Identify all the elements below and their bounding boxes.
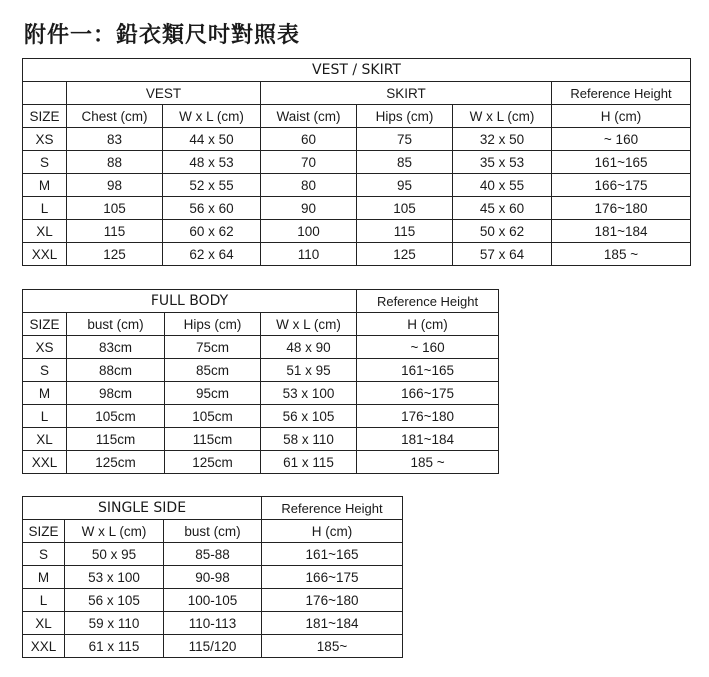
table-cell: 60 x 62 [163,220,261,243]
column-header: W x L (cm) [453,105,552,128]
table-row [23,635,403,658]
table-cell: 85cm [165,359,261,382]
table-cell: 59 x 110 [65,612,164,635]
table-cell: 176~180 [262,589,403,612]
column-header: bust (cm) [164,520,262,543]
table-cell: 56 x 105 [65,589,164,612]
table-row [23,197,691,220]
column-header: H (cm) [262,520,403,543]
table-cell: 125 [67,243,163,266]
column-header: SIZE [23,313,67,336]
group-header-row [23,82,691,105]
table-cell: 125cm [165,451,261,474]
table-cell: 110 [261,243,357,266]
table-cell: 105cm [67,405,165,428]
table-cell: 115 [67,220,163,243]
table-row [23,243,691,266]
table-cell: 181~184 [552,220,691,243]
table-row [23,589,403,612]
size-cell: S [23,359,67,382]
column-header: W x L (cm) [163,105,261,128]
table-cell: 100 [261,220,357,243]
column-header: H (cm) [552,105,691,128]
table-title-row [23,59,691,82]
table-cell: 98 [67,174,163,197]
vest-group-header: VEST [67,82,261,105]
table-cell: 166~175 [552,174,691,197]
size-cell: XXL [23,243,67,266]
table-cell: 80 [261,174,357,197]
table-row [23,543,403,566]
size-cell: L [23,589,65,612]
table-cell: 100-105 [164,589,262,612]
empty-corner-cell [23,82,67,105]
table-cell: 56 x 60 [163,197,261,220]
table-cell: 88cm [67,359,165,382]
column-header: SIZE [23,520,65,543]
table-cell: 61 x 115 [65,635,164,658]
table-cell: 48 x 90 [261,336,357,359]
table-cell: 50 x 95 [65,543,164,566]
size-cell: L [23,197,67,220]
table-row [23,382,499,405]
table-cell: 176~180 [552,197,691,220]
size-cell: XL [23,612,65,635]
single-side-table [22,496,403,658]
table-cell: 57 x 64 [453,243,552,266]
table-row [23,359,499,382]
table-cell: 45 x 60 [453,197,552,220]
vest-skirt-table [22,58,691,266]
column-header: H (cm) [357,313,499,336]
size-cell: M [23,566,65,589]
table-cell: 95cm [165,382,261,405]
table-cell: 161~165 [357,359,499,382]
table-cell: 115 [357,220,453,243]
table-cell: 60 [261,128,357,151]
column-header: bust (cm) [67,313,165,336]
table-row [23,405,499,428]
vest-skirt-title: VEST / SKIRT [23,59,691,82]
table-cell: ~ 160 [552,128,691,151]
table-cell: 105 [357,197,453,220]
table-row [23,612,403,635]
reference-height-header: Reference Height [357,290,499,313]
table-cell: 48 x 53 [163,151,261,174]
table-cell: 115cm [67,428,165,451]
size-cell: L [23,405,67,428]
table-cell: 185 ~ [357,451,499,474]
table-cell: 181~184 [357,428,499,451]
reference-height-header: Reference Height [552,82,691,105]
table-cell: 166~175 [357,382,499,405]
table-row [23,151,691,174]
full-body-table [22,289,499,474]
column-header: SIZE [23,105,67,128]
table-cell: 185 ~ [552,243,691,266]
size-cell: M [23,382,67,405]
table-cell: 110-113 [164,612,262,635]
table-cell: 161~165 [552,151,691,174]
table-cell: 53 x 100 [261,382,357,405]
table-cell: 44 x 50 [163,128,261,151]
column-header: W x L (cm) [261,313,357,336]
column-header: Waist (cm) [261,105,357,128]
table-cell: 95 [357,174,453,197]
group-header-row [23,497,403,520]
size-cell: XL [23,220,67,243]
table-cell: 115/120 [164,635,262,658]
size-cell: S [23,543,65,566]
table-cell: 58 x 110 [261,428,357,451]
page-title: 附件一：鉛衣類尺吋對照表 [24,23,301,48]
table-row [23,128,691,151]
table-cell: 105cm [165,405,261,428]
table-row [23,220,691,243]
table-row [23,566,403,589]
table-cell: 83 [67,128,163,151]
full-body-title: FULL BODY [23,290,357,313]
reference-height-header: Reference Height [262,497,403,520]
table-row [23,336,499,359]
table-cell: ~ 160 [357,336,499,359]
table-cell: 53 x 100 [65,566,164,589]
table-cell: 35 x 53 [453,151,552,174]
table-cell: 70 [261,151,357,174]
table-cell: 90-98 [164,566,262,589]
table-row [23,451,499,474]
table-cell: 85 [357,151,453,174]
single-side-title: SINGLE SIDE [23,497,262,520]
table-cell: 50 x 62 [453,220,552,243]
table-cell: 176~180 [357,405,499,428]
column-header: Hips (cm) [165,313,261,336]
column-header-row [23,313,499,336]
size-cell: XS [23,336,67,359]
column-header: Chest (cm) [67,105,163,128]
table-cell: 51 x 95 [261,359,357,382]
table-cell: 125cm [67,451,165,474]
size-cell: XL [23,428,67,451]
table-cell: 161~165 [262,543,403,566]
table-cell: 62 x 64 [163,243,261,266]
table-row [23,428,499,451]
size-cell: XS [23,128,67,151]
table-cell: 166~175 [262,566,403,589]
skirt-group-header: SKIRT [261,82,552,105]
table-cell: 88 [67,151,163,174]
table-cell: 181~184 [262,612,403,635]
column-header-row [23,105,691,128]
table-cell: 40 x 55 [453,174,552,197]
table-cell: 125 [357,243,453,266]
column-header: Hips (cm) [357,105,453,128]
column-header-row [23,520,403,543]
group-header-row [23,290,499,313]
table-cell: 75cm [165,336,261,359]
table-row [23,174,691,197]
table-cell: 32 x 50 [453,128,552,151]
table-cell: 85-88 [164,543,262,566]
size-cell: S [23,151,67,174]
size-cell: XXL [23,635,65,658]
size-cell: XXL [23,451,67,474]
table-cell: 185~ [262,635,403,658]
table-cell: 61 x 115 [261,451,357,474]
table-cell: 115cm [165,428,261,451]
size-cell: M [23,174,67,197]
column-header: W x L (cm) [65,520,164,543]
table-cell: 98cm [67,382,165,405]
table-cell: 56 x 105 [261,405,357,428]
table-cell: 75 [357,128,453,151]
table-cell: 90 [261,197,357,220]
table-cell: 105 [67,197,163,220]
table-cell: 83cm [67,336,165,359]
table-cell: 52 x 55 [163,174,261,197]
